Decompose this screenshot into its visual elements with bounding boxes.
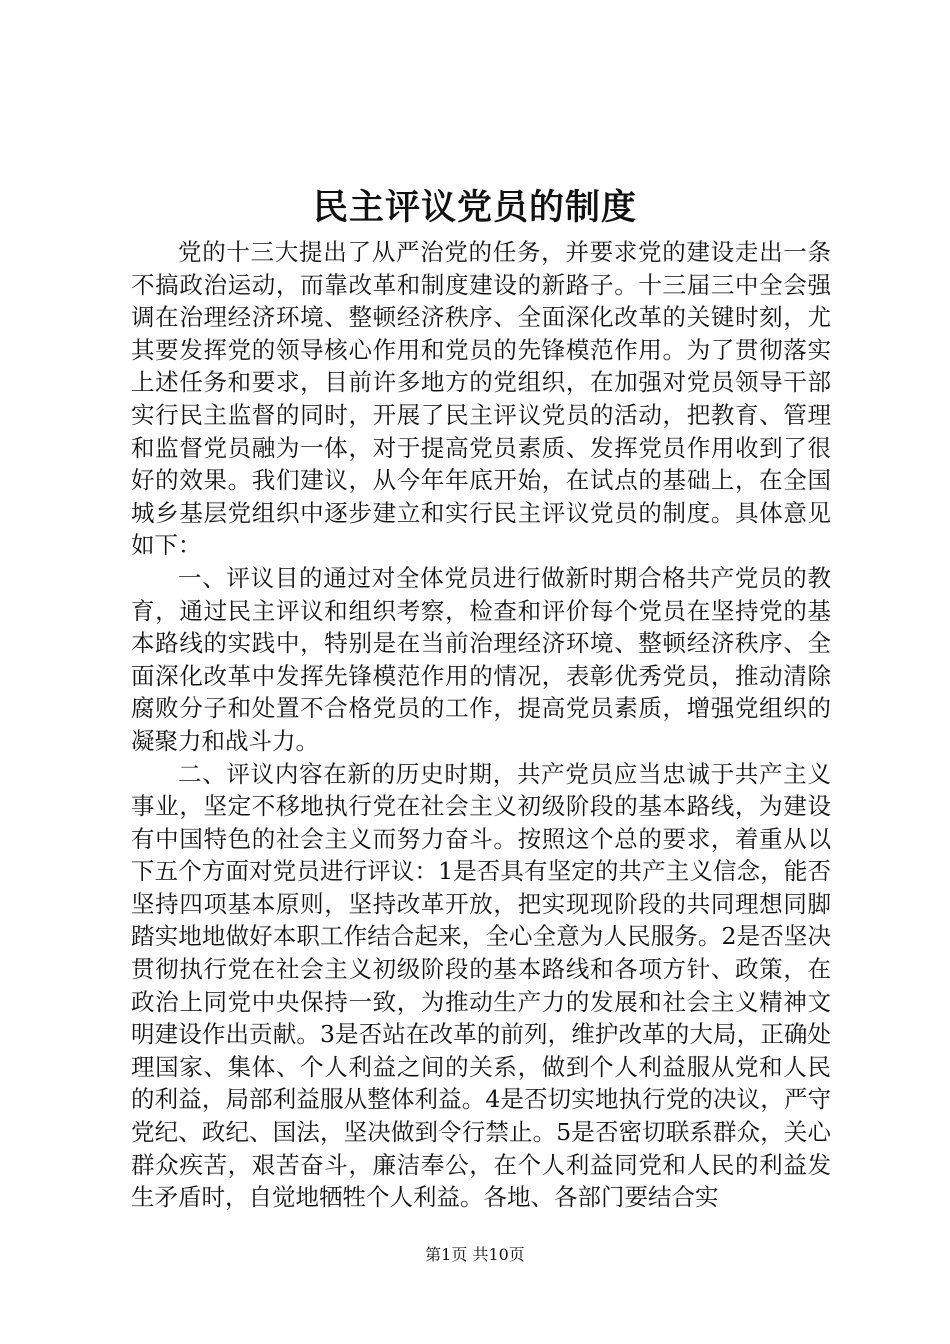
body-paragraph-purpose: 一、评议目的通过对全体党员进行做新时期合格共产党员的教育，通过民主评议和组织考察，检查和评价每个党员在坚持党的基本路线的实践中，特别是在当前治理经济环境、整顿经济秩序、全面深化改革中发挥先锋模范作用的情况，表彰优秀党员，推动清除腐败分子和处置不合格党员的工作，提高党员素质，增强党组织的凝聚力和战斗力。 (131, 563, 831, 755)
page-footer (0, 1244, 950, 1266)
document-body (131, 236, 831, 1214)
page-number-indicator: 第1页 共10页 (425, 1245, 525, 1264)
body-paragraph-intro: 党的十三大提出了从严治党的任务，并要求党的建设走出一条不搞政治运动，而靠改革和制度建设的新路子。十三届三中全会强调在治理经济环境、整顿经济秩序、全面深化改革的关键时刻，尤其要发挥党的领导核心作用和党员的先锋模范作用。为了贯彻落实上述任务和要求，目前许多地方的党组织，在加强对党员领导干部实行民主监督的同时，开展了民主评议党员的活动，把教育、管理和监督党员融为一体，对于提高党员素质、发挥党员作用收到了很好的效果。我们建议，从今年年底开始，在试点的基础上，在全国城乡基层党组织中逐步建立和实行民主评议党员的制度。具体意见如下： (131, 238, 831, 560)
document-title: 民主评议党员的制度 (312, 187, 637, 228)
body-paragraph-content: 二、评议内容在新的历史时期，共产党员应当忠诚于共产主义事业，坚定不移地执行党在社会主义初级阶段的基本路线，为建设有中国特色的社会主义而努力奋斗。按照这个总的要求，着重从以下五个方面对党员进行评议：1是否具有坚定的共产主义信念，能否坚持四项基本原则，坚持改革开放，把实现现阶段的共同理想同脚踏实地地做好本职工作结合起来，全心全意为人民服务。2是否坚决贯彻执行党在社会主义初级阶段的基本路线和各项方针、政策，在政治上同党中央保持一致，为推动生产力的发展和社会主义精神文明建设作出贡献。3是否站在改革的前列，维护改革的大局，正确处理国家、集体、个人利益之间的关系，做到个人利益服从党和人民的利益，局部利益服从整体利益。4是否切实地执行党的决议，严守党纪、政纪、国法，坚决做到令行禁止。5是否密切联系群众，关心群众疾苦，艰苦奋斗，廉洁奉公，在个人利益同党和人民的利益发生矛盾时，自觉地牺牲个人利益。各地、各部门要结合实 (131, 759, 831, 1212)
